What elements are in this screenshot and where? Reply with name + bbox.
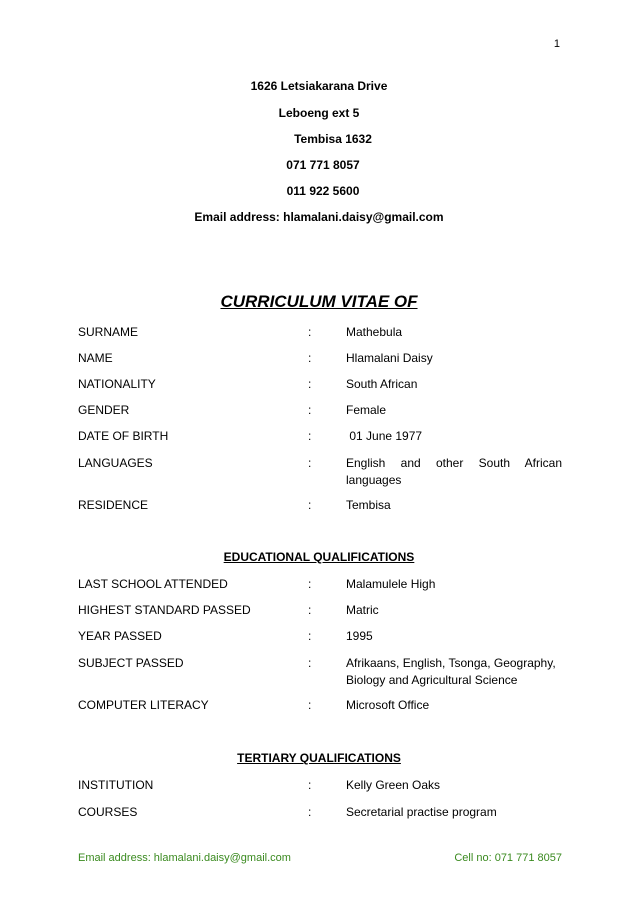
row-value: Kelly Green Oaks xyxy=(346,778,441,792)
row-value: South African xyxy=(346,377,418,391)
row-colon: : xyxy=(308,351,312,365)
section-heading-education: EDUCATIONAL QUALIFICATIONS xyxy=(223,550,415,564)
row-value: 1995 xyxy=(346,629,373,643)
row-value: Microsoft Office xyxy=(346,698,430,712)
row-colon: : xyxy=(308,498,312,512)
address-email: Email address: hlamalani.daisy@gmail.com xyxy=(194,210,444,224)
row-value: Matric xyxy=(346,603,379,617)
row-colon: : xyxy=(308,403,312,417)
row-value: Mathebula xyxy=(346,325,403,339)
row-label: DATE OF BIRTH xyxy=(78,429,169,443)
page-number: 1 xyxy=(553,38,560,50)
section-heading-tertiary: TERTIARY QUALIFICATIONS xyxy=(237,751,401,765)
row-colon: : xyxy=(308,698,312,712)
row-label: NATIONALITY xyxy=(78,377,156,391)
row-label: YEAR PASSED xyxy=(78,629,162,643)
row-colon: : xyxy=(308,778,312,792)
row-label: SURNAME xyxy=(78,325,139,339)
row-label: COURSES xyxy=(78,805,138,819)
row-value: English and other South African languages xyxy=(346,456,562,487)
row-label: GENDER xyxy=(78,403,130,417)
address-phone-mobile: 071 771 8057 xyxy=(286,158,360,172)
row-label: RESIDENCE xyxy=(78,498,149,512)
row-colon: : xyxy=(308,456,312,470)
row-label: NAME xyxy=(78,351,113,365)
row-value: Afrikaans, English, Tsonga, Geography, Biology and Agricultural Science xyxy=(346,656,556,687)
row-label: LAST SCHOOL ATTENDED xyxy=(78,577,228,591)
footer-email: Email address: hlamalani.daisy@gmail.com xyxy=(78,852,291,864)
row-colon: : xyxy=(308,603,312,617)
row-colon: : xyxy=(308,656,312,670)
row-colon: : xyxy=(308,629,312,643)
row-value: 01 June 1977 xyxy=(346,429,423,443)
row-label: LANGUAGES xyxy=(78,456,153,470)
row-value: Secretarial practise program xyxy=(346,805,497,819)
footer-cell: Cell no: 071 771 8057 xyxy=(454,852,562,864)
row-colon: : xyxy=(308,577,312,591)
address-phone-landline: 011 922 5600 xyxy=(286,184,360,198)
row-value: Tembisa xyxy=(346,498,391,512)
row-colon: : xyxy=(308,325,312,339)
address-line-city: Tembisa 1632 xyxy=(294,132,372,146)
cv-title: CURRICULUM VITAE OF xyxy=(220,292,418,311)
address-line-street: 1626 Letsiakarana Drive xyxy=(250,79,388,93)
row-colon: : xyxy=(308,429,312,443)
row-value: Malamulele High xyxy=(346,577,436,591)
row-colon: : xyxy=(308,805,312,819)
row-label: HIGHEST STANDARD PASSED xyxy=(78,603,251,617)
row-label: SUBJECT PASSED xyxy=(78,656,184,670)
row-label: INSTITUTION xyxy=(78,778,154,792)
row-label: COMPUTER LITERACY xyxy=(78,698,209,712)
row-value: Hlamalani Daisy xyxy=(346,351,433,365)
address-line-suburb: Leboeng ext 5 xyxy=(278,106,360,120)
row-value: Female xyxy=(346,403,387,417)
row-colon: : xyxy=(308,377,312,391)
